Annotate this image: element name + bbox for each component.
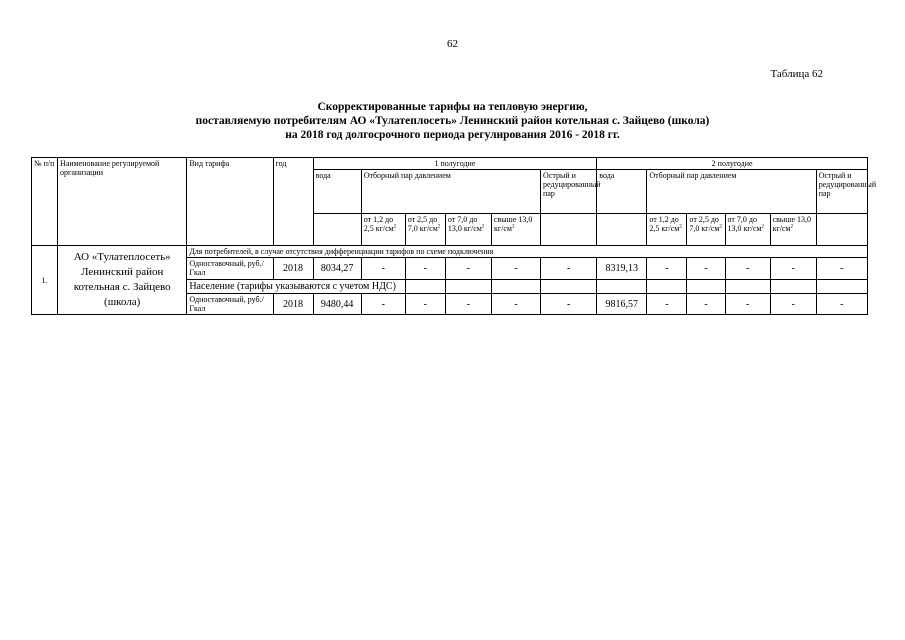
section-row-consumers — [32, 246, 868, 258]
dash-cell: - — [405, 258, 445, 280]
header-row-1 — [32, 158, 868, 170]
dash-cell: - — [816, 258, 867, 280]
row-number: 1. — [32, 246, 58, 315]
header-tariff-type: Вид тарифа — [187, 158, 273, 246]
dash-cell: - — [541, 258, 597, 280]
empty-cell — [405, 280, 445, 294]
header-half-2: 2 полугодие — [597, 158, 868, 170]
empty-cell — [816, 280, 867, 294]
dash-cell: - — [445, 294, 491, 315]
page-number: 62 — [447, 38, 458, 50]
organization-name: АО «Тулатеплосеть» Ленинский район котельная с. Зайцево (школа) — [58, 246, 187, 315]
dash-cell: - — [405, 294, 445, 315]
tariff-type-cell: Одноставочный, руб./Гкал — [187, 258, 273, 280]
section-consumers: Для потребителей, в случае отсутствия дифференциации тарифов по схеме подключения — [187, 246, 868, 258]
half2-water-price: 8319,13 — [597, 258, 647, 280]
dash-cell: - — [647, 258, 687, 280]
dash-cell: - — [687, 294, 725, 315]
header-half-1: 1 полугодие — [313, 158, 597, 170]
title-line-1: Скорректированные тарифы на тепловую энергию, — [317, 101, 588, 113]
empty-cell — [770, 280, 816, 294]
header-pressure-2: от 2,5 до 7,0 $кг/см^2$ — [687, 214, 725, 246]
tariff-type-cell: Одноставочный, руб./Гкал — [187, 294, 273, 315]
empty-cell — [725, 280, 770, 294]
header-pressure-3: от 7,0 до 13,0 $кг/см^2$ — [725, 214, 770, 246]
dash-cell: - — [445, 258, 491, 280]
header-sharp-h2: Острый и редуцированный пар — [816, 170, 867, 214]
header-steam-h2: Отборный пар давлением — [647, 170, 816, 214]
dash-cell: - — [770, 258, 816, 280]
dash-cell: - — [816, 294, 867, 315]
document-title — [0, 100, 905, 142]
year-cell: 2018 — [273, 258, 313, 280]
title-line-2: поставляемую потребителям АО «Тулатеплосеть» Ленинский район котельная с. Зайцево (школа) — [195, 115, 710, 127]
dash-cell: - — [687, 258, 725, 280]
dash-cell: - — [770, 294, 816, 315]
header-pressure-1: от 1,2 до 2,5 $кг/см^2$ — [361, 214, 405, 246]
header-steam-h1: Отборный пар давлением — [361, 170, 540, 214]
header-year: год — [273, 158, 313, 246]
empty-cell — [597, 280, 647, 294]
dash-cell: - — [491, 294, 540, 315]
title-line-3: на 2018 год долгосрочного периода регулирования 2016 - 2018 гг. — [285, 129, 620, 141]
empty-cell — [687, 280, 725, 294]
empty-cell — [445, 280, 491, 294]
tariff-table — [31, 157, 877, 315]
empty-cell — [541, 280, 597, 294]
header-water-h2: вода — [597, 170, 647, 214]
empty-cell — [491, 280, 540, 294]
header-pressure-3: от 7,0 до 13,0 $кг/см^2$ — [445, 214, 491, 246]
section-population: Население (тарифы указываются с учетом НДС) — [187, 280, 405, 294]
dash-cell: - — [647, 294, 687, 315]
dash-cell: - — [361, 294, 405, 315]
year-cell: 2018 — [273, 294, 313, 315]
table-label: Таблица 62 — [770, 68, 823, 80]
dash-cell: - — [541, 294, 597, 315]
header-empty — [541, 214, 597, 246]
header-sharp-h1: Острый и редуцированный пар — [541, 170, 597, 214]
header-empty — [816, 214, 867, 246]
header-pressure-4: свыше 13,0 $кг/см^2$ — [491, 214, 540, 246]
dash-cell: - — [725, 294, 770, 315]
dash-cell: - — [361, 258, 405, 280]
header-num: № п/п — [32, 158, 58, 246]
empty-cell — [647, 280, 687, 294]
header-water-h1: вода — [313, 170, 361, 214]
header-pressure-2: от 2,5 до 7,0 $кг/см^2$ — [405, 214, 445, 246]
header-org: Наименование регулируемой организации — [58, 158, 187, 246]
header-empty — [597, 214, 647, 246]
half1-water-price: 8034,27 — [313, 258, 361, 280]
half2-water-price: 9816,57 — [597, 294, 647, 315]
header-pressure-4: свыше 13,0 $кг/см^2$ — [770, 214, 816, 246]
half1-water-price: 9480,44 — [313, 294, 361, 315]
header-pressure-1: от 1,2 до 2,5 $кг/см^2$ — [647, 214, 687, 246]
dash-cell: - — [491, 258, 540, 280]
dash-cell: - — [725, 258, 770, 280]
header-empty — [313, 214, 361, 246]
